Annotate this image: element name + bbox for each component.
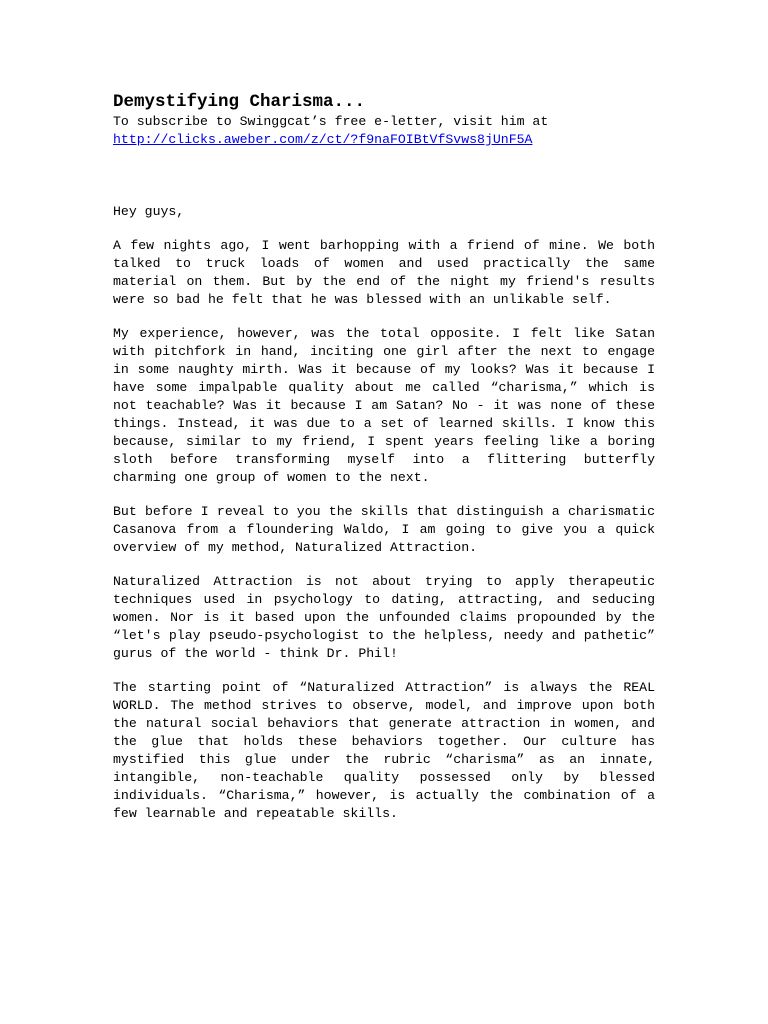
body-paragraph-1: A few nights ago, I went barhopping with a friend of mine. We both talked to truck loads of women and used practically the same material on them. But by the end of the night my friend's results were so bad he felt that he was blessed with an unlikable self.	[113, 238, 655, 307]
subscribe-link[interactable]: http://clicks.aweber.com/z/ct/?f9naFOIBtVfSvws8jUnF5A	[113, 132, 533, 147]
document-title: Demystifying Charisma...	[113, 92, 366, 112]
body-paragraph-4: Naturalized Attraction is not about trying to apply therapeutic techniques used in psychology to dating, attracting, and seducing women. Nor is it based upon the unfounded claims propounded by the “let's play pseudo-psychologist to the helpless, needy and pathetic” gurus of the world - think Dr. Phil!	[113, 574, 655, 661]
subscribe-link-line	[113, 131, 655, 149]
body-paragraph-5: The starting point of “Naturalized Attraction” is always the REAL WORLD. The method strives to observe, model, and improve upon both the natural social behaviors that generate attraction in women, and the glue that holds these behaviors together. Our culture has mystified this glue under the rubric “charisma” as an innate, intangible, non-teachable quality possessed only by blessed individuals. “Charisma,” however, is actually the combination of a few learnable and repeatable skills.	[113, 680, 655, 821]
document-page	[113, 90, 655, 823]
body-paragraph-3: But before I reveal to you the skills that distinguish a charismatic Casanova from a floundering Waldo, I am going to give you a quick overview of my method, Naturalized Attraction.	[113, 504, 655, 555]
subscribe-text: To subscribe to Swinggcat’s free e-letter, visit him at	[113, 114, 549, 129]
body-paragraph-2: My experience, however, was the total opposite. I felt like Satan with pitchfork in hand, inciting one girl after the next to engage in some naughty mirth. Was it because of my looks? Was it because I have some impalpable quality about me called “charisma,” which is not teachable? Was it because I am Satan? No - it was none of these things. Instead, it was due to a set of learned skills. I know this because, similar to my friend, I spent years feeling like a boring sloth before transforming myself into a flittering butterfly charming one group of women to the next.	[113, 326, 655, 485]
greeting: Hey guys,	[113, 204, 185, 219]
